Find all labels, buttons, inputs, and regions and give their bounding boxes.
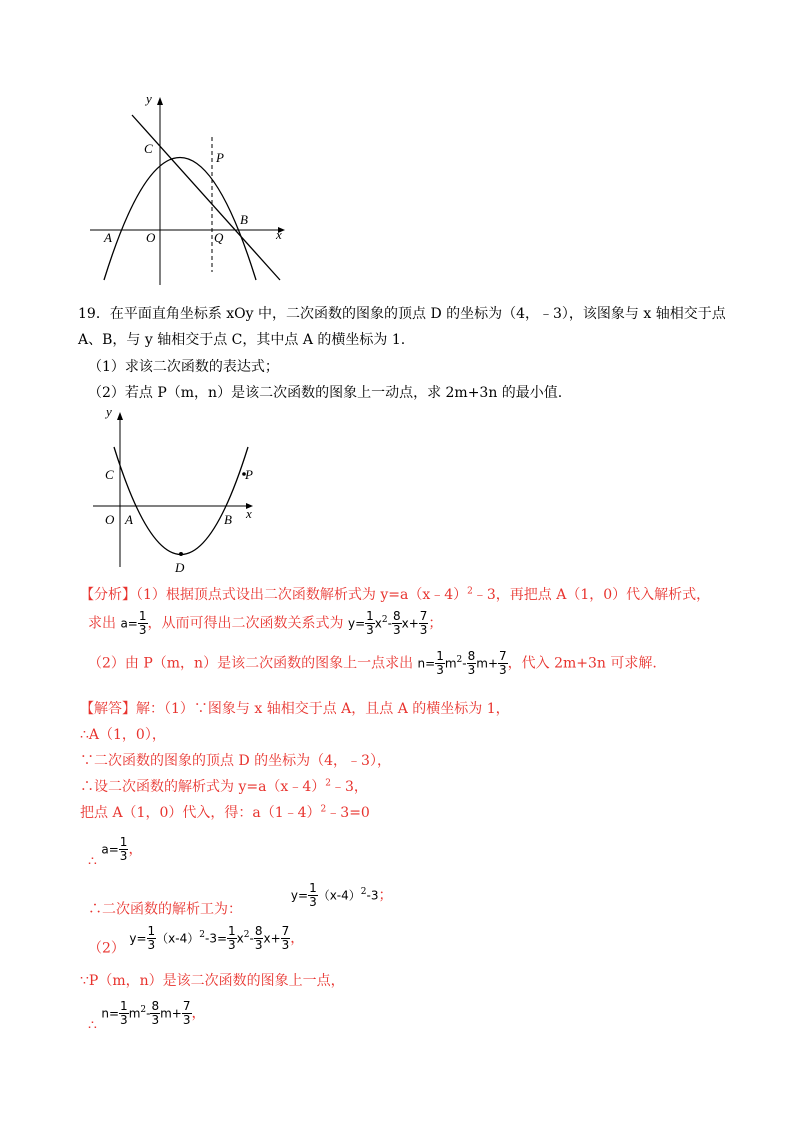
solution-line-4: ∴设二次函数的解析式为 y=a（x﹣4）$^2$﹣3， <box>80 778 368 795</box>
y-axis-arrow <box>117 412 123 420</box>
parabola <box>104 158 256 281</box>
solution-line-9: ∵P（m，n）是该二次函数的图象上一点， <box>80 973 345 989</box>
label-c: C <box>144 141 153 156</box>
question-1: （1）求该二次函数的表达式； <box>88 359 279 375</box>
point-d <box>179 552 183 556</box>
solution-line-5: 把点 A（1，0）代入，得：a（1﹣4）$^2$﹣3=0 <box>80 804 370 821</box>
analysis-line-3: （2）由 P（m，n）是该二次函数的图象上一点求出 n= $\frac{1}{3}$ $m^2-$ $\frac{8}{3}$ m+ $\frac{7}{3}$ ，代入 2m+3n 可求解. <box>88 649 657 677</box>
figure-2 <box>88 402 268 577</box>
solution-line-2: ∴A（1，0）， <box>80 727 166 743</box>
problem-line-2: A、B，与 y 轴相交于点 C，其中点 A 的横坐标为 1. <box>78 332 406 348</box>
solution-line-7: ∴二次函数的解析工为： y= $\frac{1}{3}$ $(x-4)^2-3$； <box>88 881 393 918</box>
problem-line-1: 19．在平面直角坐标系 xOy 中，二次函数的图象的顶点 D 的坐标为（4，﹣3），该图象与 x 轴相交于点 <box>78 306 726 322</box>
solution-line-8: （2） y= $\frac{1}{3}$ $(x-4)^2-3=$ $\frac{1}{3}$ $x^2-$ $\frac{8}{3}$ x+ $\frac{7}{3}$ ， <box>88 924 305 957</box>
solution-line-3: ∵二次函数的图象的顶点 D 的坐标为（4，﹣3）， <box>80 753 391 769</box>
figure-1 <box>80 85 300 290</box>
label-o: O <box>105 512 115 527</box>
solution-line-6: ∴ a= $\frac{1}{3}$ ， <box>88 835 143 870</box>
solution-line-10: ∴ n= $\frac{1}{3}$ $m^2-$ $\frac{8}{3}$ m+ $\frac{7}{3}$ ， <box>88 999 206 1034</box>
label-b: B <box>224 512 232 527</box>
y-axis-arrow <box>157 97 163 105</box>
analysis-tag: 【分析】 <box>80 587 136 603</box>
label-x: x <box>276 227 282 242</box>
label-a: A <box>104 230 112 245</box>
label-y: y <box>106 404 112 419</box>
solution-tag: 【解答】 <box>80 701 136 717</box>
analysis-line-2: 求出 a= $\frac{1}{3}$ ，从而可得出二次函数关系式为 y= $\frac{1}{3}$ $x^2-$ $\frac{8}{3}$ x+ $\frac{7}{3}$ ； <box>88 609 443 637</box>
analysis-line-1: 【分析】（1）根据顶点式设出二次函数解析式为 y=a（x﹣4）$^2$﹣3，再把点 A（1，0）代入解析式， <box>80 586 711 603</box>
question-2: （2）若点 P（m，n）是该二次函数的图象上一动点，求 2m+3n 的最小值. <box>88 385 563 401</box>
label-a: A <box>125 512 133 527</box>
label-p: P <box>245 467 253 482</box>
label-o: O <box>146 230 156 245</box>
label-p: P <box>216 150 224 165</box>
label-b: B <box>240 212 248 227</box>
label-x: x <box>246 506 252 521</box>
label-y: y <box>146 91 152 106</box>
label-d: D <box>175 560 185 575</box>
parabola <box>114 447 248 555</box>
label-c: C <box>105 467 114 482</box>
solution-line-1: 【解答】解：（1）∵图象与 x 轴相交于点 A，且点 A 的横坐标为 1， <box>80 701 510 717</box>
line-bc <box>132 115 280 280</box>
label-q: Q <box>214 230 224 245</box>
